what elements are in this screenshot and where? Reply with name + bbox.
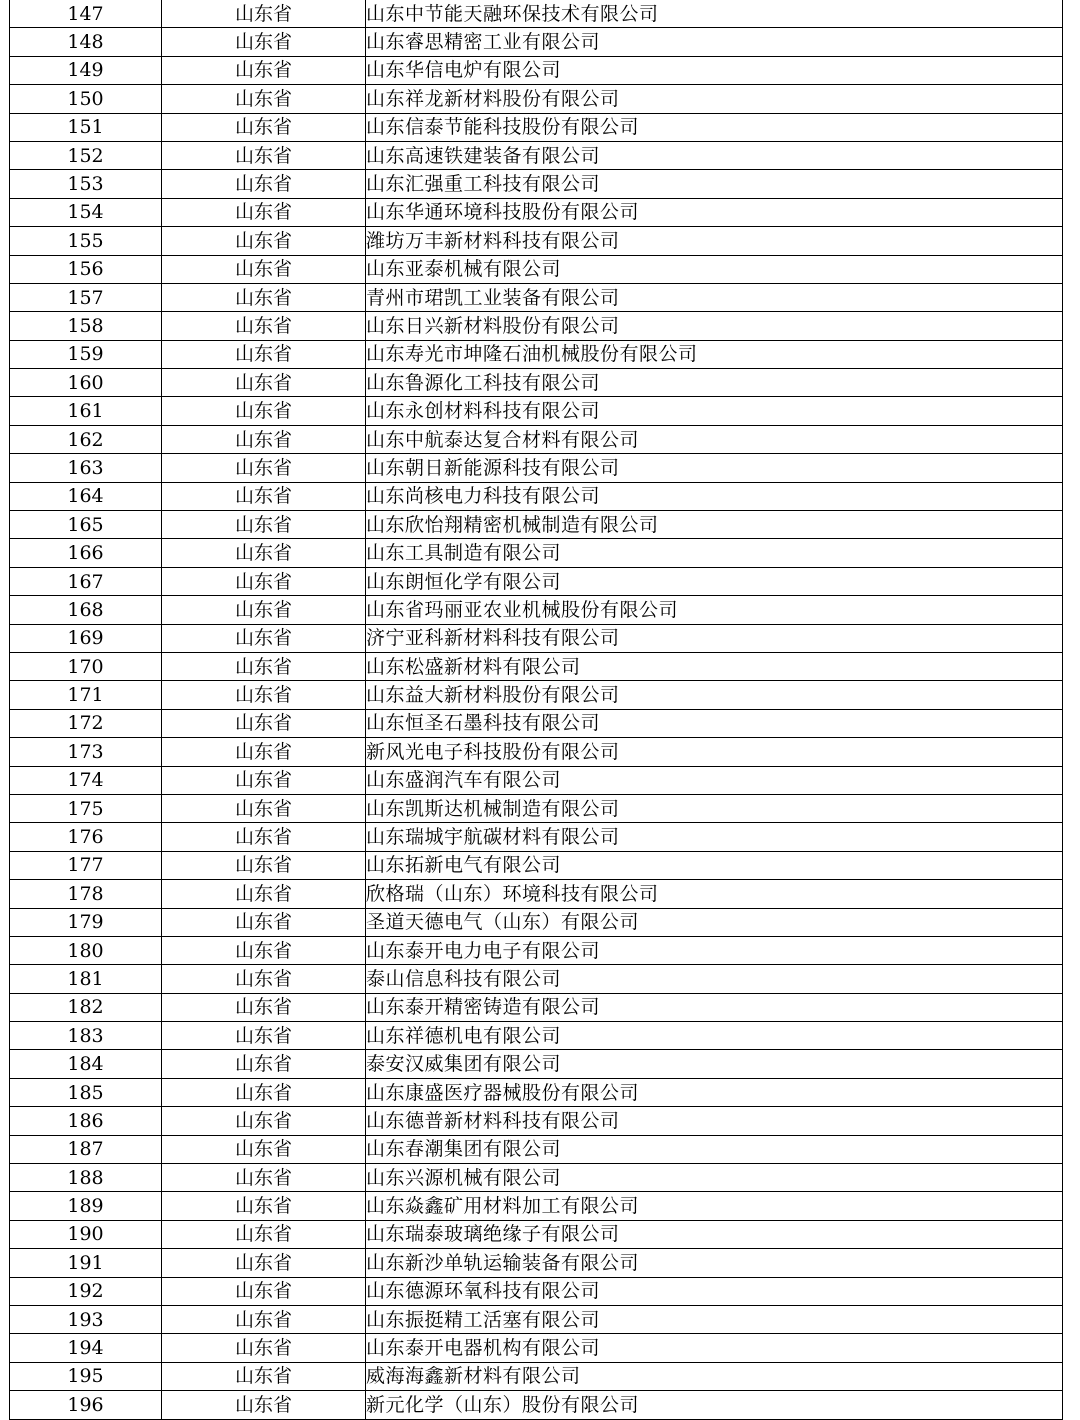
row-number: 183	[10, 1022, 162, 1050]
row-company-name: 山东益大新材料股份有限公司	[366, 681, 1063, 709]
table-row	[10, 624, 1063, 652]
row-company-name: 山东朗恒化学有限公司	[366, 567, 1063, 595]
row-company-name: 山东省玛丽亚农业机械股份有限公司	[366, 596, 1063, 624]
table-row	[10, 1107, 1063, 1135]
row-number: 157	[10, 283, 162, 311]
row-company-name: 山东盛润汽车有限公司	[366, 766, 1063, 794]
company-list-body	[10, 0, 1063, 1419]
table-row	[10, 56, 1063, 84]
table-row	[10, 511, 1063, 539]
table-row	[10, 709, 1063, 737]
table-row	[10, 539, 1063, 567]
row-province: 山东省	[162, 652, 366, 680]
row-province: 山东省	[162, 227, 366, 255]
row-company-name: 新风光电子科技股份有限公司	[366, 738, 1063, 766]
row-company-name: 泰安汉威集团有限公司	[366, 1050, 1063, 1078]
row-company-name: 山东新沙单轨运输装备有限公司	[366, 1249, 1063, 1277]
table-row	[10, 397, 1063, 425]
row-number: 163	[10, 454, 162, 482]
table-row	[10, 1164, 1063, 1192]
row-number: 161	[10, 397, 162, 425]
table-row	[10, 766, 1063, 794]
row-province: 山东省	[162, 312, 366, 340]
table-row	[10, 255, 1063, 283]
row-province: 山东省	[162, 1022, 366, 1050]
row-number: 178	[10, 880, 162, 908]
row-province: 山东省	[162, 141, 366, 169]
row-province: 山东省	[162, 993, 366, 1021]
row-number: 169	[10, 624, 162, 652]
row-company-name: 山东华通环境科技股份有限公司	[366, 198, 1063, 226]
row-company-name: 山东振挺精工活塞有限公司	[366, 1305, 1063, 1333]
row-company-name: 新元化学（山东）股份有限公司	[366, 1391, 1063, 1419]
table-row	[10, 652, 1063, 680]
row-province: 山东省	[162, 255, 366, 283]
row-company-name: 威海海鑫新材料有限公司	[366, 1362, 1063, 1390]
row-number: 187	[10, 1135, 162, 1163]
row-company-name: 山东兴源机械有限公司	[366, 1164, 1063, 1192]
row-company-name: 山东永创材料科技有限公司	[366, 397, 1063, 425]
table-row	[10, 596, 1063, 624]
row-number: 188	[10, 1164, 162, 1192]
table-row	[10, 993, 1063, 1021]
table-row	[10, 283, 1063, 311]
table-row	[10, 1334, 1063, 1362]
row-province: 山东省	[162, 425, 366, 453]
row-number: 182	[10, 993, 162, 1021]
row-company-name: 山东瑞泰玻璃绝缘子有限公司	[366, 1220, 1063, 1248]
row-province: 山东省	[162, 709, 366, 737]
row-number: 184	[10, 1050, 162, 1078]
row-province: 山东省	[162, 85, 366, 113]
row-number: 158	[10, 312, 162, 340]
row-number: 154	[10, 198, 162, 226]
table-row	[10, 170, 1063, 198]
row-province: 山东省	[162, 1078, 366, 1106]
row-company-name: 山东泰开电力电子有限公司	[366, 936, 1063, 964]
row-company-name: 山东欣怡翔精密机械制造有限公司	[366, 511, 1063, 539]
row-number: 193	[10, 1305, 162, 1333]
row-company-name: 欣格瑞（山东）环境科技有限公司	[366, 880, 1063, 908]
row-province: 山东省	[162, 482, 366, 510]
row-company-name: 山东中节能天融环保技术有限公司	[366, 0, 1063, 28]
row-number: 156	[10, 255, 162, 283]
row-company-name: 青州市珺凯工业装备有限公司	[366, 283, 1063, 311]
row-province: 山东省	[162, 1050, 366, 1078]
table-row	[10, 340, 1063, 368]
table-row	[10, 1192, 1063, 1220]
row-province: 山东省	[162, 1391, 366, 1419]
row-company-name: 山东日兴新材料股份有限公司	[366, 312, 1063, 340]
table-row	[10, 1050, 1063, 1078]
row-number: 160	[10, 369, 162, 397]
row-province: 山东省	[162, 936, 366, 964]
row-province: 山东省	[162, 1220, 366, 1248]
row-province: 山东省	[162, 0, 366, 28]
row-province: 山东省	[162, 454, 366, 482]
row-number: 172	[10, 709, 162, 737]
row-company-name: 山东高速铁建装备有限公司	[366, 141, 1063, 169]
row-number: 173	[10, 738, 162, 766]
company-list-table	[9, 0, 1063, 1420]
row-province: 山东省	[162, 369, 366, 397]
table-row	[10, 1135, 1063, 1163]
row-province: 山东省	[162, 681, 366, 709]
row-number: 176	[10, 823, 162, 851]
table-row	[10, 85, 1063, 113]
table-row	[10, 198, 1063, 226]
row-company-name: 山东瑞城宇航碳材料有限公司	[366, 823, 1063, 851]
row-number: 164	[10, 482, 162, 510]
row-province: 山东省	[162, 198, 366, 226]
row-province: 山东省	[162, 1135, 366, 1163]
row-company-name: 山东祥龙新材料股份有限公司	[366, 85, 1063, 113]
row-number: 153	[10, 170, 162, 198]
row-company-name: 山东亚泰机械有限公司	[366, 255, 1063, 283]
table-row	[10, 1277, 1063, 1305]
row-company-name: 山东信泰节能科技股份有限公司	[366, 113, 1063, 141]
row-company-name: 山东凯斯达机械制造有限公司	[366, 794, 1063, 822]
row-province: 山东省	[162, 283, 366, 311]
row-province: 山东省	[162, 794, 366, 822]
table-row	[10, 454, 1063, 482]
row-number: 174	[10, 766, 162, 794]
row-number: 175	[10, 794, 162, 822]
row-number: 170	[10, 652, 162, 680]
row-number: 148	[10, 28, 162, 56]
row-company-name: 济宁亚科新材料科技有限公司	[366, 624, 1063, 652]
row-province: 山东省	[162, 170, 366, 198]
row-company-name: 山东睿思精密工业有限公司	[366, 28, 1063, 56]
table-row	[10, 965, 1063, 993]
row-company-name: 山东汇强重工科技有限公司	[366, 170, 1063, 198]
row-company-name: 山东朝日新能源科技有限公司	[366, 454, 1063, 482]
row-number: 147	[10, 0, 162, 28]
row-province: 山东省	[162, 766, 366, 794]
row-province: 山东省	[162, 880, 366, 908]
row-number: 181	[10, 965, 162, 993]
row-number: 159	[10, 340, 162, 368]
row-company-name: 山东德源环氧科技有限公司	[366, 1277, 1063, 1305]
row-number: 165	[10, 511, 162, 539]
row-company-name: 圣道天德电气（山东）有限公司	[366, 908, 1063, 936]
row-company-name: 山东恒圣石墨科技有限公司	[366, 709, 1063, 737]
row-province: 山东省	[162, 851, 366, 879]
table-row	[10, 482, 1063, 510]
row-province: 山东省	[162, 28, 366, 56]
table-row	[10, 1022, 1063, 1050]
row-number: 186	[10, 1107, 162, 1135]
row-province: 山东省	[162, 965, 366, 993]
row-province: 山东省	[162, 1192, 366, 1220]
row-company-name: 山东华信电炉有限公司	[366, 56, 1063, 84]
table-row	[10, 681, 1063, 709]
table-row	[10, 1220, 1063, 1248]
row-company-name: 山东拓新电气有限公司	[366, 851, 1063, 879]
row-company-name: 山东康盛医疗器械股份有限公司	[366, 1078, 1063, 1106]
row-number: 155	[10, 227, 162, 255]
row-number: 194	[10, 1334, 162, 1362]
row-number: 167	[10, 567, 162, 595]
row-company-name: 山东中航泰达复合材料有限公司	[366, 425, 1063, 453]
row-province: 山东省	[162, 624, 366, 652]
row-province: 山东省	[162, 1362, 366, 1390]
row-number: 152	[10, 141, 162, 169]
row-number: 196	[10, 1391, 162, 1419]
table-row	[10, 425, 1063, 453]
table-row	[10, 851, 1063, 879]
table-row	[10, 1078, 1063, 1106]
row-company-name: 山东焱鑫矿用材料加工有限公司	[366, 1192, 1063, 1220]
table-row	[10, 823, 1063, 851]
row-company-name: 山东寿光市坤隆石油机械股份有限公司	[366, 340, 1063, 368]
row-number: 191	[10, 1249, 162, 1277]
row-province: 山东省	[162, 511, 366, 539]
table-row	[10, 141, 1063, 169]
row-company-name: 泰山信息科技有限公司	[366, 965, 1063, 993]
row-province: 山东省	[162, 1334, 366, 1362]
row-province: 山东省	[162, 1164, 366, 1192]
row-province: 山东省	[162, 1277, 366, 1305]
table-row	[10, 1249, 1063, 1277]
table-row	[10, 28, 1063, 56]
row-province: 山东省	[162, 1305, 366, 1333]
row-company-name: 山东祥德机电有限公司	[366, 1022, 1063, 1050]
row-number: 190	[10, 1220, 162, 1248]
row-number: 195	[10, 1362, 162, 1390]
row-number: 171	[10, 681, 162, 709]
table-row	[10, 794, 1063, 822]
row-province: 山东省	[162, 340, 366, 368]
row-company-name: 山东工具制造有限公司	[366, 539, 1063, 567]
row-province: 山东省	[162, 567, 366, 595]
table-row	[10, 0, 1063, 28]
table-row	[10, 908, 1063, 936]
table-row	[10, 880, 1063, 908]
table-row	[10, 1305, 1063, 1333]
row-province: 山东省	[162, 908, 366, 936]
table-row	[10, 936, 1063, 964]
table-row	[10, 369, 1063, 397]
row-province: 山东省	[162, 1107, 366, 1135]
table-row	[10, 1362, 1063, 1390]
row-number: 180	[10, 936, 162, 964]
row-province: 山东省	[162, 1249, 366, 1277]
row-number: 166	[10, 539, 162, 567]
table-row	[10, 113, 1063, 141]
row-number: 150	[10, 85, 162, 113]
row-province: 山东省	[162, 113, 366, 141]
row-company-name: 山东泰开电器机构有限公司	[366, 1334, 1063, 1362]
row-number: 149	[10, 56, 162, 84]
row-company-name: 山东鲁源化工科技有限公司	[366, 369, 1063, 397]
table-row	[10, 738, 1063, 766]
row-company-name: 山东松盛新材料有限公司	[366, 652, 1063, 680]
row-number: 179	[10, 908, 162, 936]
row-province: 山东省	[162, 596, 366, 624]
table-row	[10, 227, 1063, 255]
row-company-name: 山东泰开精密铸造有限公司	[366, 993, 1063, 1021]
row-number: 192	[10, 1277, 162, 1305]
row-province: 山东省	[162, 56, 366, 84]
row-number: 168	[10, 596, 162, 624]
row-number: 162	[10, 425, 162, 453]
row-number: 177	[10, 851, 162, 879]
row-company-name: 潍坊万丰新材料科技有限公司	[366, 227, 1063, 255]
row-company-name: 山东春潮集团有限公司	[366, 1135, 1063, 1163]
row-province: 山东省	[162, 397, 366, 425]
row-number: 185	[10, 1078, 162, 1106]
row-number: 189	[10, 1192, 162, 1220]
row-province: 山东省	[162, 539, 366, 567]
row-company-name: 山东德普新材料科技有限公司	[366, 1107, 1063, 1135]
row-province: 山东省	[162, 823, 366, 851]
row-number: 151	[10, 113, 162, 141]
table-row	[10, 312, 1063, 340]
row-province: 山东省	[162, 738, 366, 766]
table-row	[10, 1391, 1063, 1419]
table-row	[10, 567, 1063, 595]
row-company-name: 山东尚核电力科技有限公司	[366, 482, 1063, 510]
